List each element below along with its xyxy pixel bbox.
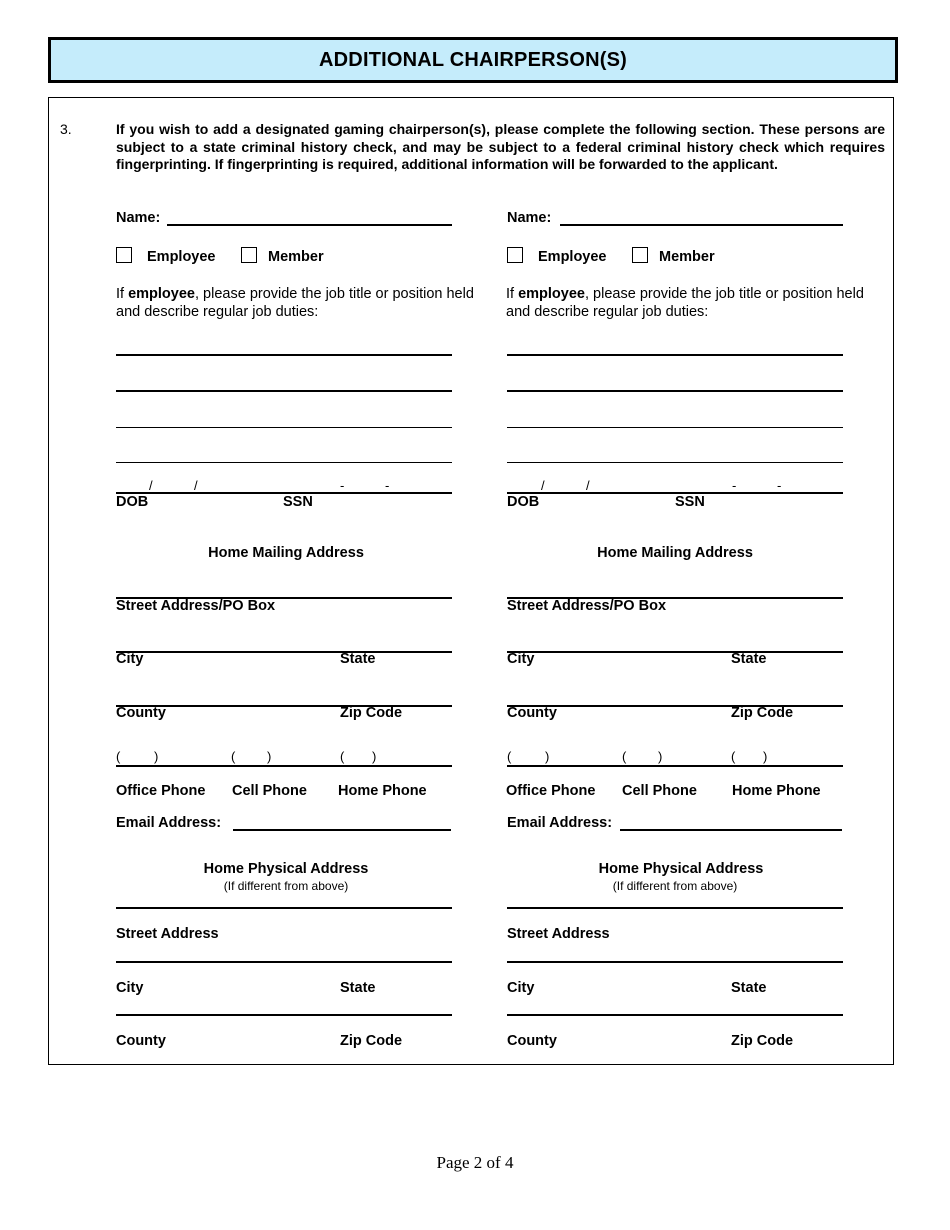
area-code-open: (	[622, 749, 627, 764]
county-label: County	[116, 1033, 166, 1049]
job-duties-line-4[interactable]	[507, 462, 843, 463]
job-duties-line-4[interactable]	[116, 462, 452, 463]
cell-phone-label: Cell Phone	[622, 783, 697, 799]
member-label: Member	[268, 249, 324, 265]
employee-label: Employee	[147, 249, 216, 265]
zip-label: Zip Code	[340, 705, 403, 721]
street-po-label: Street Address/PO Box	[507, 598, 667, 614]
area-code-open: (	[507, 749, 512, 764]
employee-note-bold: employee	[128, 286, 195, 302]
area-code-close: )	[545, 749, 550, 764]
office-phone-label: Office Phone	[506, 783, 596, 799]
area-code-close: )	[763, 749, 768, 764]
ssn-label: SSN	[283, 494, 313, 510]
office-phone-label: Office Phone	[116, 783, 206, 799]
employee-note-prefix: If	[116, 286, 129, 302]
employee-note-rest: , please provide the job title or position held and describe regular job duties:	[506, 286, 864, 320]
home-physical-subheading: (If different from above)	[612, 879, 738, 893]
street-label: Street Address	[116, 926, 219, 942]
phone-field[interactable]	[507, 765, 843, 767]
employee-note-prefix: If	[506, 286, 519, 302]
area-code-close: )	[154, 749, 159, 764]
employee-note-bold: employee	[518, 286, 585, 302]
zip-label: Zip Code	[731, 705, 794, 721]
home-physical-heading: Home Physical Address	[203, 861, 369, 877]
question-intro: If you wish to add a designated gaming chairperson(s), please complete the following section. These persons are subject to a state criminal history check, and may be subject to a federal criminal history check which requires fingerprinting. If fingerprinting is required, additional information will be forwarded to the applicant.	[116, 121, 885, 172]
street-po-label: Street Address/PO Box	[116, 598, 276, 614]
home-phone-label: Home Phone	[732, 783, 821, 799]
employee-note-rest: , please provide the job title or position held and describe regular job duties:	[116, 286, 474, 320]
county-label: County	[116, 705, 166, 721]
physical-county-zip-field[interactable]	[507, 1014, 843, 1016]
ssn-separator: -	[732, 478, 737, 493]
question-number: 3.	[60, 121, 72, 137]
page-number: Page 2 of 4	[436, 1153, 514, 1172]
name-field[interactable]	[560, 224, 843, 226]
state-label: State	[731, 651, 767, 667]
physical-street-field[interactable]	[507, 907, 843, 909]
ssn-label: SSN	[675, 494, 705, 510]
home-physical-heading: Home Physical Address	[598, 861, 764, 877]
street-label: Street Address	[507, 926, 610, 942]
area-code-close: )	[372, 749, 377, 764]
area-code-close: )	[267, 749, 272, 764]
email-label: Email Address:	[507, 815, 613, 831]
member-checkbox[interactable]	[632, 247, 648, 263]
county-label: County	[507, 705, 557, 721]
physical-county-zip-field[interactable]	[116, 1014, 452, 1016]
physical-city-state-field[interactable]	[116, 961, 452, 963]
county-label: County	[507, 1033, 557, 1049]
ssn-separator: -	[777, 478, 782, 493]
cell-phone-label: Cell Phone	[232, 783, 307, 799]
state-label: State	[340, 651, 376, 667]
dob-separator: /	[149, 478, 153, 493]
name-field[interactable]	[167, 224, 452, 226]
home-mailing-heading: Home Mailing Address	[597, 545, 753, 561]
member-label: Member	[659, 249, 715, 265]
home-mailing-heading: Home Mailing Address	[208, 545, 364, 561]
chairperson-column-2	[506, 0, 864, 1230]
city-state-field[interactable]	[116, 651, 452, 653]
dob-label: DOB	[116, 494, 149, 510]
member-checkbox[interactable]	[241, 247, 257, 263]
ssn-separator: -	[385, 478, 390, 493]
state-label: State	[731, 980, 767, 996]
city-state-field[interactable]	[507, 651, 843, 653]
email-field[interactable]	[233, 829, 451, 831]
dob-separator: /	[541, 478, 545, 493]
email-field[interactable]	[620, 829, 842, 831]
employee-checkbox[interactable]	[507, 247, 523, 263]
physical-street-field[interactable]	[116, 907, 452, 909]
city-label: City	[507, 980, 535, 996]
physical-city-state-field[interactable]	[507, 961, 843, 963]
employee-instructions	[116, 285, 476, 321]
city-label: City	[116, 651, 144, 667]
ssn-separator: -	[340, 478, 345, 493]
area-code-open: (	[231, 749, 236, 764]
job-duties-line-3[interactable]	[507, 427, 843, 428]
state-label: State	[340, 980, 376, 996]
job-duties-line-2[interactable]	[507, 390, 843, 392]
job-duties-line-1[interactable]	[116, 354, 452, 356]
job-duties-line-1[interactable]	[507, 354, 843, 356]
zip-label: Zip Code	[340, 1033, 403, 1049]
employee-checkbox[interactable]	[116, 247, 132, 263]
home-physical-subheading: (If different from above)	[223, 879, 349, 893]
area-code-open: (	[116, 749, 121, 764]
name-label: Name:	[507, 210, 552, 226]
dob-separator: /	[586, 478, 590, 493]
area-code-open: (	[340, 749, 345, 764]
section-title: ADDITIONAL CHAIRPERSON(S)	[319, 48, 627, 71]
employee-label: Employee	[538, 249, 607, 265]
name-label: Name:	[116, 210, 161, 226]
job-duties-line-3[interactable]	[116, 427, 452, 428]
phone-field[interactable]	[116, 765, 452, 767]
home-phone-label: Home Phone	[338, 783, 427, 799]
dob-separator: /	[194, 478, 198, 493]
zip-label: Zip Code	[731, 1033, 794, 1049]
city-label: City	[116, 980, 144, 996]
area-code-close: )	[658, 749, 663, 764]
employee-instructions	[506, 285, 866, 321]
area-code-open: (	[731, 749, 736, 764]
email-label: Email Address:	[116, 815, 222, 831]
city-label: City	[507, 651, 535, 667]
dob-label: DOB	[507, 494, 540, 510]
job-duties-line-2[interactable]	[116, 390, 452, 392]
